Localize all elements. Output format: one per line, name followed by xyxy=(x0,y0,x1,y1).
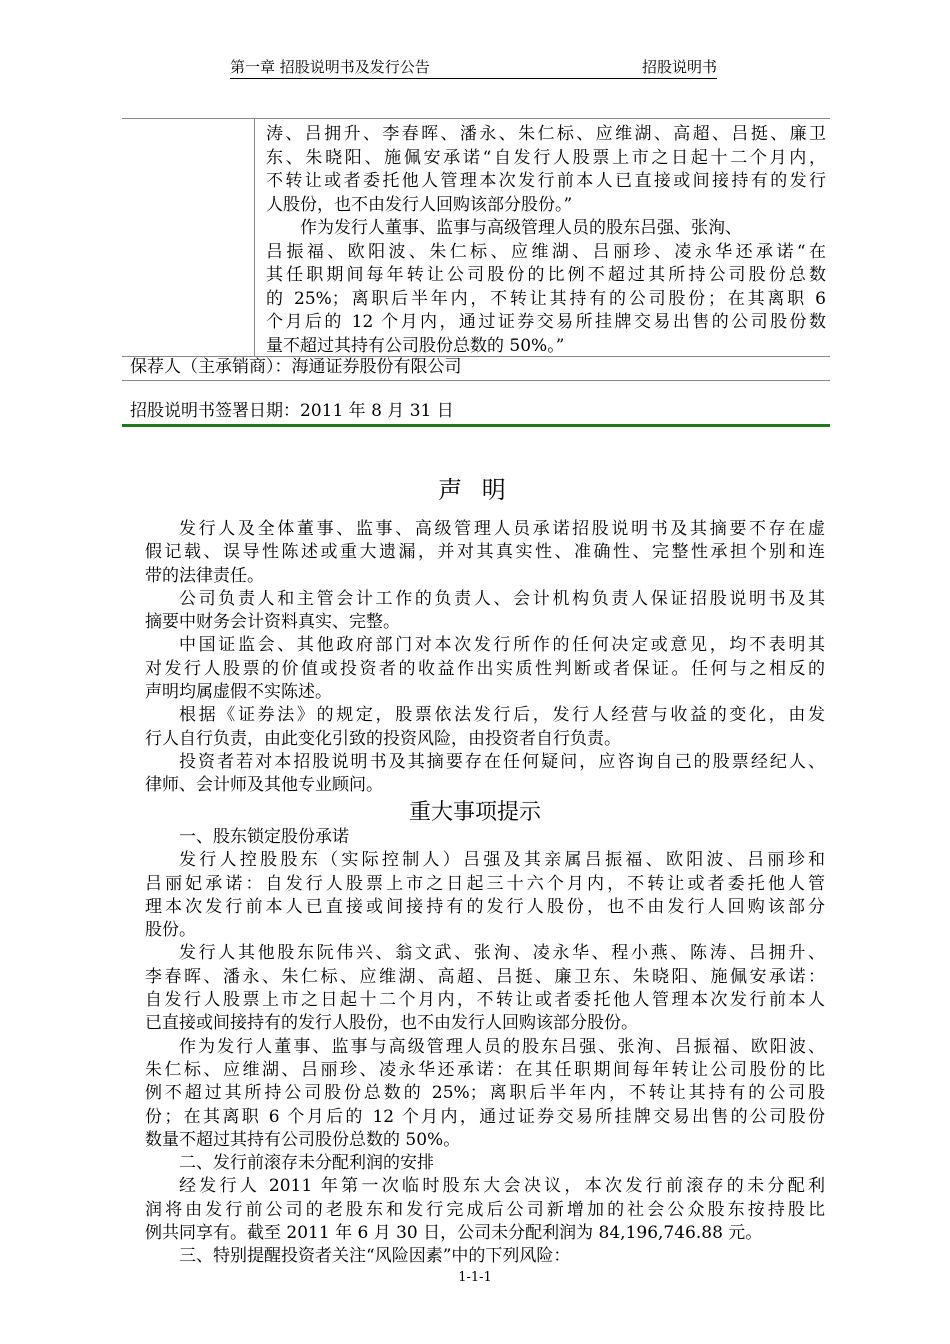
table-text-line: 不转让或者委托他人管理本次发行前本人已直接或间接持有的发行 xyxy=(266,171,826,191)
paragraph xyxy=(145,1036,825,1152)
text-line: 股份。 xyxy=(145,920,196,941)
paragraph xyxy=(145,1152,825,1175)
table-text-line: 作为发行人董事、监事与高级管理人员的股东吕强、张洵、 xyxy=(300,218,742,238)
text-line: 已直接或间接持有的发行人股份，也不由发行人回购该部分股份。 xyxy=(145,1013,638,1034)
paragraph xyxy=(145,588,825,635)
page-header xyxy=(230,56,717,79)
text-line: 例不超过其所持公司股份总数的 25%；离职后半年内，不转让其持有的公司股 xyxy=(145,1083,825,1104)
text-line: 律师、会计师及其他专业顾问。 xyxy=(145,775,383,796)
text-line: 例共同享有。截至 2011 年 6 月 30 日，公司未分配利润为 84,196,746.88 元。 xyxy=(145,1223,763,1244)
text-line: 自发行人股票上市之日起十二个月内，不转让或者委托他人管理本次发行前本人 xyxy=(145,990,825,1011)
sign-date: 招股说明书签署日期：2011 年 8 月 31 日 xyxy=(130,401,454,421)
text-line: 公司负责人和主管会计工作的负责人、会计机构负责人保证招股说明书及其 xyxy=(179,588,825,609)
text-line: 吕丽妃承诺：自发行人股票上市之日起三十六个月内，不转让或者委托他人管 xyxy=(145,873,825,894)
table-text-line: 其任职期间每年转让公司股份的比例不超过其所持公司股份总数 xyxy=(266,265,826,285)
text-line: 对发行人股票的价值或投资者的收益作出实质性判断或者保证。任何与之相反的 xyxy=(145,658,825,679)
text-line: 根据《证券法》的规定，股票依法发行后，发行人经营与收益的变化，由发 xyxy=(179,705,825,726)
table-text-line: 涛、吕拥升、李春晖、潘永、朱仁标、应维湖、高超、吕挺、廉卫 xyxy=(266,124,826,144)
text-line: 摘要中财务会计资料真实、完整。 xyxy=(145,612,400,633)
text-line: 投资者若对本招股说明书及其摘要存在任何疑问，应咨询自己的股票经纪人、 xyxy=(179,751,825,772)
paragraph xyxy=(145,751,825,798)
header-chapter: 第一章 招股说明书及发行公告 xyxy=(230,58,430,76)
paragraph xyxy=(145,826,825,849)
paragraph xyxy=(145,704,825,751)
header-doc-title: 招股说明书 xyxy=(641,58,717,76)
table-text-line: 人股份，也不由发行人回购该部分股份。” xyxy=(266,194,573,215)
text-line: 带的法律责任。 xyxy=(145,565,264,586)
paragraph xyxy=(145,849,825,942)
text-line: 数量不超过其持有公司股份总数的 50%。 xyxy=(145,1129,461,1150)
declaration-body xyxy=(145,518,825,798)
table-text-line: 个月后的 12 个月内，通过证券交易所挂牌交易出售的公司股份数 xyxy=(266,312,826,332)
text-line: 发行人控股股东（实际控制人）吕强及其亲属吕振福、欧阳波、吕丽珍和 xyxy=(179,850,825,871)
paragraph xyxy=(145,942,825,1035)
text-line: 李春晖、潘永、朱仁标、应维湖、高超、吕挺、廉卫东、朱晓阳、施佩安承诺： xyxy=(145,966,825,987)
table-text-line: 的 25%；离职后半年内，不转让其持有的公司股份；在其离职 6 xyxy=(266,288,826,309)
paragraph xyxy=(145,1175,825,1245)
sponsor-line: 保荐人（主承销商）：海通证券股份有限公司 xyxy=(130,357,462,377)
page-number: 1-1-1 xyxy=(458,1270,492,1285)
paragraph xyxy=(145,518,825,588)
table-continued-cell xyxy=(266,123,826,358)
text-line: 一、股东锁定股份承诺 xyxy=(179,827,349,847)
text-line: 润将由发行前公司的老股东和发行完成后公司新增加的社会公众股东按持股比 xyxy=(145,1199,825,1220)
text-line: 发行人其他股东阮伟兴、翁文武、张洵、凌永华、程小燕、陈涛、吕拥升、 xyxy=(179,943,825,964)
table-text-line: 吕振福、欧阳波、朱仁标、应维湖、吕丽珍、凌永华还承诺“在 xyxy=(266,241,826,262)
text-line: 朱仁标、应维湖、吕丽珍、凌永华还承诺：在其任职期间每年转让公司股份的比 xyxy=(145,1059,825,1080)
text-line: 份；在其离职 6 个月后的 12 个月内，通过证券交易所挂牌交易出售的公司股份 xyxy=(145,1106,825,1127)
paragraph xyxy=(145,1245,825,1268)
major-matters-body xyxy=(145,826,825,1269)
text-line: 行人自行负责，由此变化引致的投资风险，由投资者自行负责。 xyxy=(145,728,621,749)
text-line: 经发行人 2011 年第一次临时股东大会决议，本次发行前滚存的未分配利 xyxy=(179,1176,825,1197)
paragraph xyxy=(145,634,825,704)
text-line: 理本次发行前本人已直接或间接持有的发行人股份，也不由发行人回购该部分 xyxy=(145,896,825,917)
table-text-line: 东、朱晓阳、施佩安承诺“自发行人股票上市之日起十二个月内， xyxy=(266,147,826,168)
table-text-line: 量不超过其持有公司股份总数的 50%。” xyxy=(266,335,565,356)
section-divider xyxy=(122,424,830,427)
text-line: 假记载、误导性陈述或重大遗漏，并对其真实性、准确性、完整性承担个别和连 xyxy=(145,542,825,563)
text-line: 声明均属虚假不实陈述。 xyxy=(145,682,332,703)
text-line: 发行人及全体董事、监事、高级管理人员承诺招股说明书及其摘要不存在虚 xyxy=(179,519,825,539)
major-matters-title: 重大事项提示 xyxy=(408,800,541,825)
declaration-title: 声 明 xyxy=(438,476,512,504)
text-line: 三、特别提醒投资者关注“风险因素”中的下列风险： xyxy=(179,1246,571,1267)
text-line: 作为发行人董事、监事与高级管理人员的股东吕强、张洵、吕振福、欧阳波、 xyxy=(179,1036,825,1057)
text-line: 中国证监会、其他政府部门对本次发行所作的任何决定或意见，均不表明其 xyxy=(179,635,825,656)
text-line: 二、发行前滚存未分配利润的安排 xyxy=(179,1153,434,1174)
